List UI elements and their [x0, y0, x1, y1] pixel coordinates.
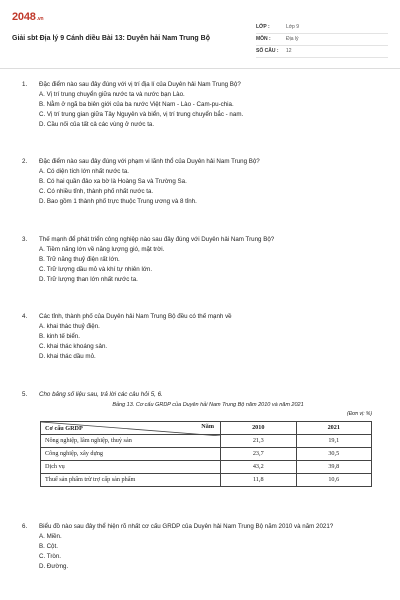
answer-option[interactable]: B. kinh tế biển. [39, 333, 80, 341]
cell-value: 39,8 [296, 461, 372, 474]
meta-info [256, 22, 388, 58]
answer-option[interactable]: D. Cầu nối của tất cả các vùng ở nước ta. [39, 121, 155, 129]
table-row [41, 461, 372, 474]
question-number: 1. [22, 81, 28, 88]
answer-option[interactable]: A. Tiềm năng lớn về năng lượng gió, mặt trời. [39, 246, 165, 254]
meta-row-count [256, 46, 388, 58]
row-label: Nông nghiệp, lâm nghiệp, thuỷ sản [41, 435, 221, 448]
question-6 [22, 523, 382, 573]
question-text: Cho bảng số liệu sau, trả lời các câu hỏi 5, 6. [39, 391, 163, 398]
question-text: Các tỉnh, thành phố của Duyên hải Nam Trung Bộ đều có thế mạnh về [39, 313, 232, 320]
meta-key: MÔN : [256, 36, 271, 43]
meta-key: LỚP : [256, 24, 270, 31]
table-caption: Bảng 13. Cơ cấu GRDP của Duyên hải Nam Trung Bộ năm 2010 và năm 2021 [112, 402, 304, 408]
row-label: Công nghiệp, xây dựng [41, 448, 221, 461]
meta-value: 12 [286, 48, 292, 55]
table-row [41, 448, 372, 461]
year-header: 2021 [296, 422, 372, 435]
answer-option[interactable]: B. Nằm ở ngã ba biên giới của ba nước Việt Nam - Lào - Cam-pu-chia. [39, 101, 234, 109]
site-logo[interactable] [12, 10, 43, 24]
table-unit: (Đơn vị: %) [347, 411, 372, 417]
answer-option[interactable]: B. Có hai quần đảo xa bờ là Hoàng Sa và Trường Sa. [39, 178, 187, 186]
grdp-table [40, 421, 372, 487]
answer-option[interactable]: C. Có nhiều tỉnh, thành phố nhất nước ta. [39, 188, 154, 196]
corner-label-right: Năm [201, 423, 214, 430]
cell-value: 23,7 [221, 448, 297, 461]
answer-option[interactable]: C. khai thác khoáng sản. [39, 343, 108, 351]
question-5 [22, 391, 382, 399]
answer-option[interactable]: C. Vị trí trung gian giữa Tây Nguyên và biển, vị trí trung chuyển bắc - nam. [39, 111, 244, 119]
question-3 [22, 236, 382, 286]
corner-label-left: Cơ cấu GRDP [45, 425, 83, 432]
cell-value: 43,2 [221, 461, 297, 474]
cell-value: 19,1 [296, 435, 372, 448]
question-number: 3. [22, 236, 28, 243]
meta-row-subject [256, 34, 388, 46]
answer-option[interactable]: D. Trữ lượng than lớn nhất nước ta. [39, 276, 138, 284]
answer-option[interactable]: A. Có diện tích lớn nhất nước ta. [39, 168, 129, 176]
question-4 [22, 313, 382, 363]
answer-option[interactable]: A. Vị trí trung chuyển giữa nước ta và nước bạn Lào. [39, 91, 185, 99]
answer-option[interactable]: B. Cột. [39, 543, 58, 551]
logo-suffix: .vn [36, 16, 44, 22]
table-header-row [41, 422, 372, 435]
answer-option[interactable]: A. khai thác thuỷ điện. [39, 323, 100, 331]
question-2 [22, 158, 382, 208]
question-number: 6. [22, 523, 28, 530]
answer-option[interactable]: D. khai thác dầu mỏ. [39, 353, 96, 361]
question-number: 4. [22, 313, 28, 320]
document-title: Giải sbt Địa lý 9 Cánh diều Bài 13: Duyên hải Nam Trung Bộ [12, 35, 210, 42]
cell-value: 10,6 [296, 474, 372, 487]
meta-value: Địa lý [286, 36, 299, 43]
question-text: Thế mạnh để phát triển công nghiệp nào sau đây đúng với Duyên hải Nam Trung Bộ? [39, 236, 275, 243]
table-corner-cell [41, 422, 221, 435]
logo-text: 2048 [12, 11, 36, 23]
answer-option[interactable]: B. Trữ năng thuỷ điện rất lớn. [39, 256, 120, 264]
meta-row-grade [256, 22, 388, 34]
question-text: Đặc điểm nào sau đây đúng với vị trí địa lí của Duyên hải Nam Trung Bộ? [39, 81, 241, 88]
question-1 [22, 81, 382, 131]
table-row [41, 474, 372, 487]
meta-key: SỐ CÂU : [256, 48, 279, 55]
header-divider [0, 68, 400, 69]
question-number: 5. [22, 391, 28, 398]
row-label: Dịch vụ [41, 461, 221, 474]
page-header [12, 10, 388, 66]
row-label: Thuế sản phẩm trừ trợ cấp sản phẩm [41, 474, 221, 487]
question-text: Biểu đồ nào sau đây thể hiện rõ nhất cơ cấu GRDP của Duyên hải Nam Trung Bộ năm 2010 và năm 2021? [39, 523, 334, 530]
meta-value: Lớp 9 [286, 24, 300, 31]
question-text: Đặc điểm nào sau đây đúng với phạm vi lãnh thổ của Duyên hải Nam Trung Bộ? [39, 158, 260, 165]
cell-value: 11,8 [221, 474, 297, 487]
answer-option[interactable]: C. Tròn. [39, 553, 62, 561]
question-number: 2. [22, 158, 28, 165]
cell-value: 30,5 [296, 448, 372, 461]
table-row [41, 435, 372, 448]
cell-value: 21,3 [221, 435, 297, 448]
year-header: 2010 [221, 422, 297, 435]
answer-option[interactable]: D. Đường. [39, 563, 69, 571]
answer-option[interactable]: C. Trữ lượng dầu mỏ và khí tự nhiên lớn. [39, 266, 153, 274]
answer-option[interactable]: D. Bao gồm 1 thành phố trực thuộc Trung ương và 8 tỉnh. [39, 198, 197, 206]
answer-option[interactable]: A. Miền. [39, 533, 62, 541]
